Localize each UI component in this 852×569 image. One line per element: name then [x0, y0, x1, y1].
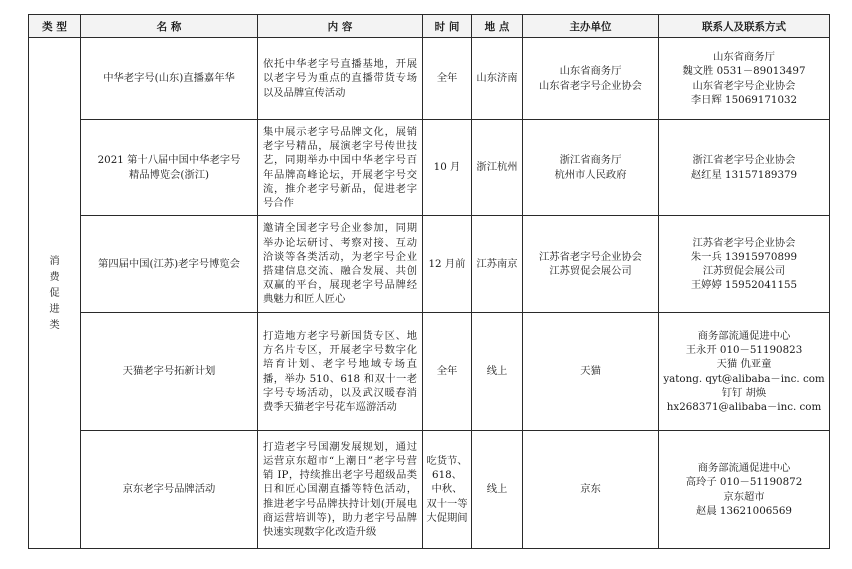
activity-place: 线上 [472, 313, 523, 431]
header-name: 名 称 [81, 15, 258, 38]
table-header-row [29, 15, 830, 38]
table-row [29, 431, 830, 549]
activity-time: 全年 [423, 313, 472, 431]
activity-content: 依托中华老字号直播基地，开展以老字号为重点的直播带货专场以及品牌宣传活动 [258, 38, 423, 120]
activity-organizer: 浙江省商务厅 杭州市人民政府 [523, 120, 659, 216]
activity-contact: 商务部流通促进中心 王永开 010－51190823 天猫 仇亚童 yatong. qyt@alibaba－inc. com 钉钉 胡焕 hx268371@alibaba－inc. com [659, 313, 830, 431]
activity-time: 10 月 [423, 120, 472, 216]
activity-organizer: 天猫 [523, 313, 659, 431]
header-time: 时 间 [423, 15, 472, 38]
table-row [29, 38, 830, 120]
activity-content: 集中展示老字号品牌文化，展销老字号精品，展演老字号传世技艺，同期举办中国中华老字号百年品牌高峰论坛，开展老字号交流，推介老字号新品，促进老字号合作 [258, 120, 423, 216]
activity-name: 天猫老字号拓新计划 [81, 313, 258, 431]
table-row [29, 120, 830, 216]
table-row [29, 313, 830, 431]
header-contact: 联系人及联系方式 [659, 15, 830, 38]
activity-contact: 浙江省老字号企业协会 赵红星 13157189379 [659, 120, 830, 216]
activity-time: 吃货节、 618、 中秋、 双十一等 大促期间 [423, 431, 472, 549]
activity-time: 全年 [423, 38, 472, 120]
activity-table-sheet [28, 14, 829, 549]
header-content: 内 容 [258, 15, 423, 38]
header-type: 类 型 [29, 15, 81, 38]
activity-content: 邀请全国老字号企业参加，同期举办论坛研讨、考察对接、互动洽谈等各类活动，为老字号企业搭建信息交流、融合发展、共创双赢的平台，展现老字号品牌经典魅力和匠人匠心 [258, 216, 423, 313]
activity-content: 打造地方老字号新国货专区、地方名片专区，开展老字号数字化培育计划、老字号地域专场直播，举办 510、618 和双十一老字号专场活动，以及武汉暖春消费季天猫老字号花车巡游活动 [258, 313, 423, 431]
activity-name: 中华老字号(山东)直播嘉年华 [81, 38, 258, 120]
category-cell: 消 费 促 进 类 [29, 38, 81, 549]
activity-name: 2021 第十八届中国中华老字号 精品博览会(浙江) [81, 120, 258, 216]
activity-content: 打造老字号国潮发展规划，通过运营京东超市“上潮日”老字号营销 IP，持续推出老字号超级品类日和匠心国潮直播等特色活动，推进老字号品牌扶持计划(开展电商运营培训等)，助力老字号品牌快速实现数字化改造升级 [258, 431, 423, 549]
activity-place: 山东济南 [472, 38, 523, 120]
header-organizer: 主办单位 [523, 15, 659, 38]
header-place: 地 点 [472, 15, 523, 38]
activity-time: 12 月前 [423, 216, 472, 313]
activity-organizer: 山东省商务厅 山东省老字号企业协会 [523, 38, 659, 120]
activity-place: 线上 [472, 431, 523, 549]
activity-place: 浙江杭州 [472, 120, 523, 216]
activity-organizer: 京东 [523, 431, 659, 549]
activity-place: 江苏南京 [472, 216, 523, 313]
table-row [29, 216, 830, 313]
activity-table [28, 14, 830, 549]
activity-contact: 商务部流通促进中心 高玲子 010－51190872 京东超市 赵晨 13621006569 [659, 431, 830, 549]
activity-contact: 山东省商务厅 魏文胜 0531－89013497 山东省老字号企业协会 李日辉 15069171032 [659, 38, 830, 120]
activity-name: 第四届中国(江苏)老字号博览会 [81, 216, 258, 313]
activity-contact: 江苏省老字号企业协会 朱一兵 13915970899 江苏贸促会展公司 王婷婷 15952041155 [659, 216, 830, 313]
activity-name: 京东老字号品牌活动 [81, 431, 258, 549]
activity-organizer: 江苏省老字号企业协会 江苏贸促会展公司 [523, 216, 659, 313]
